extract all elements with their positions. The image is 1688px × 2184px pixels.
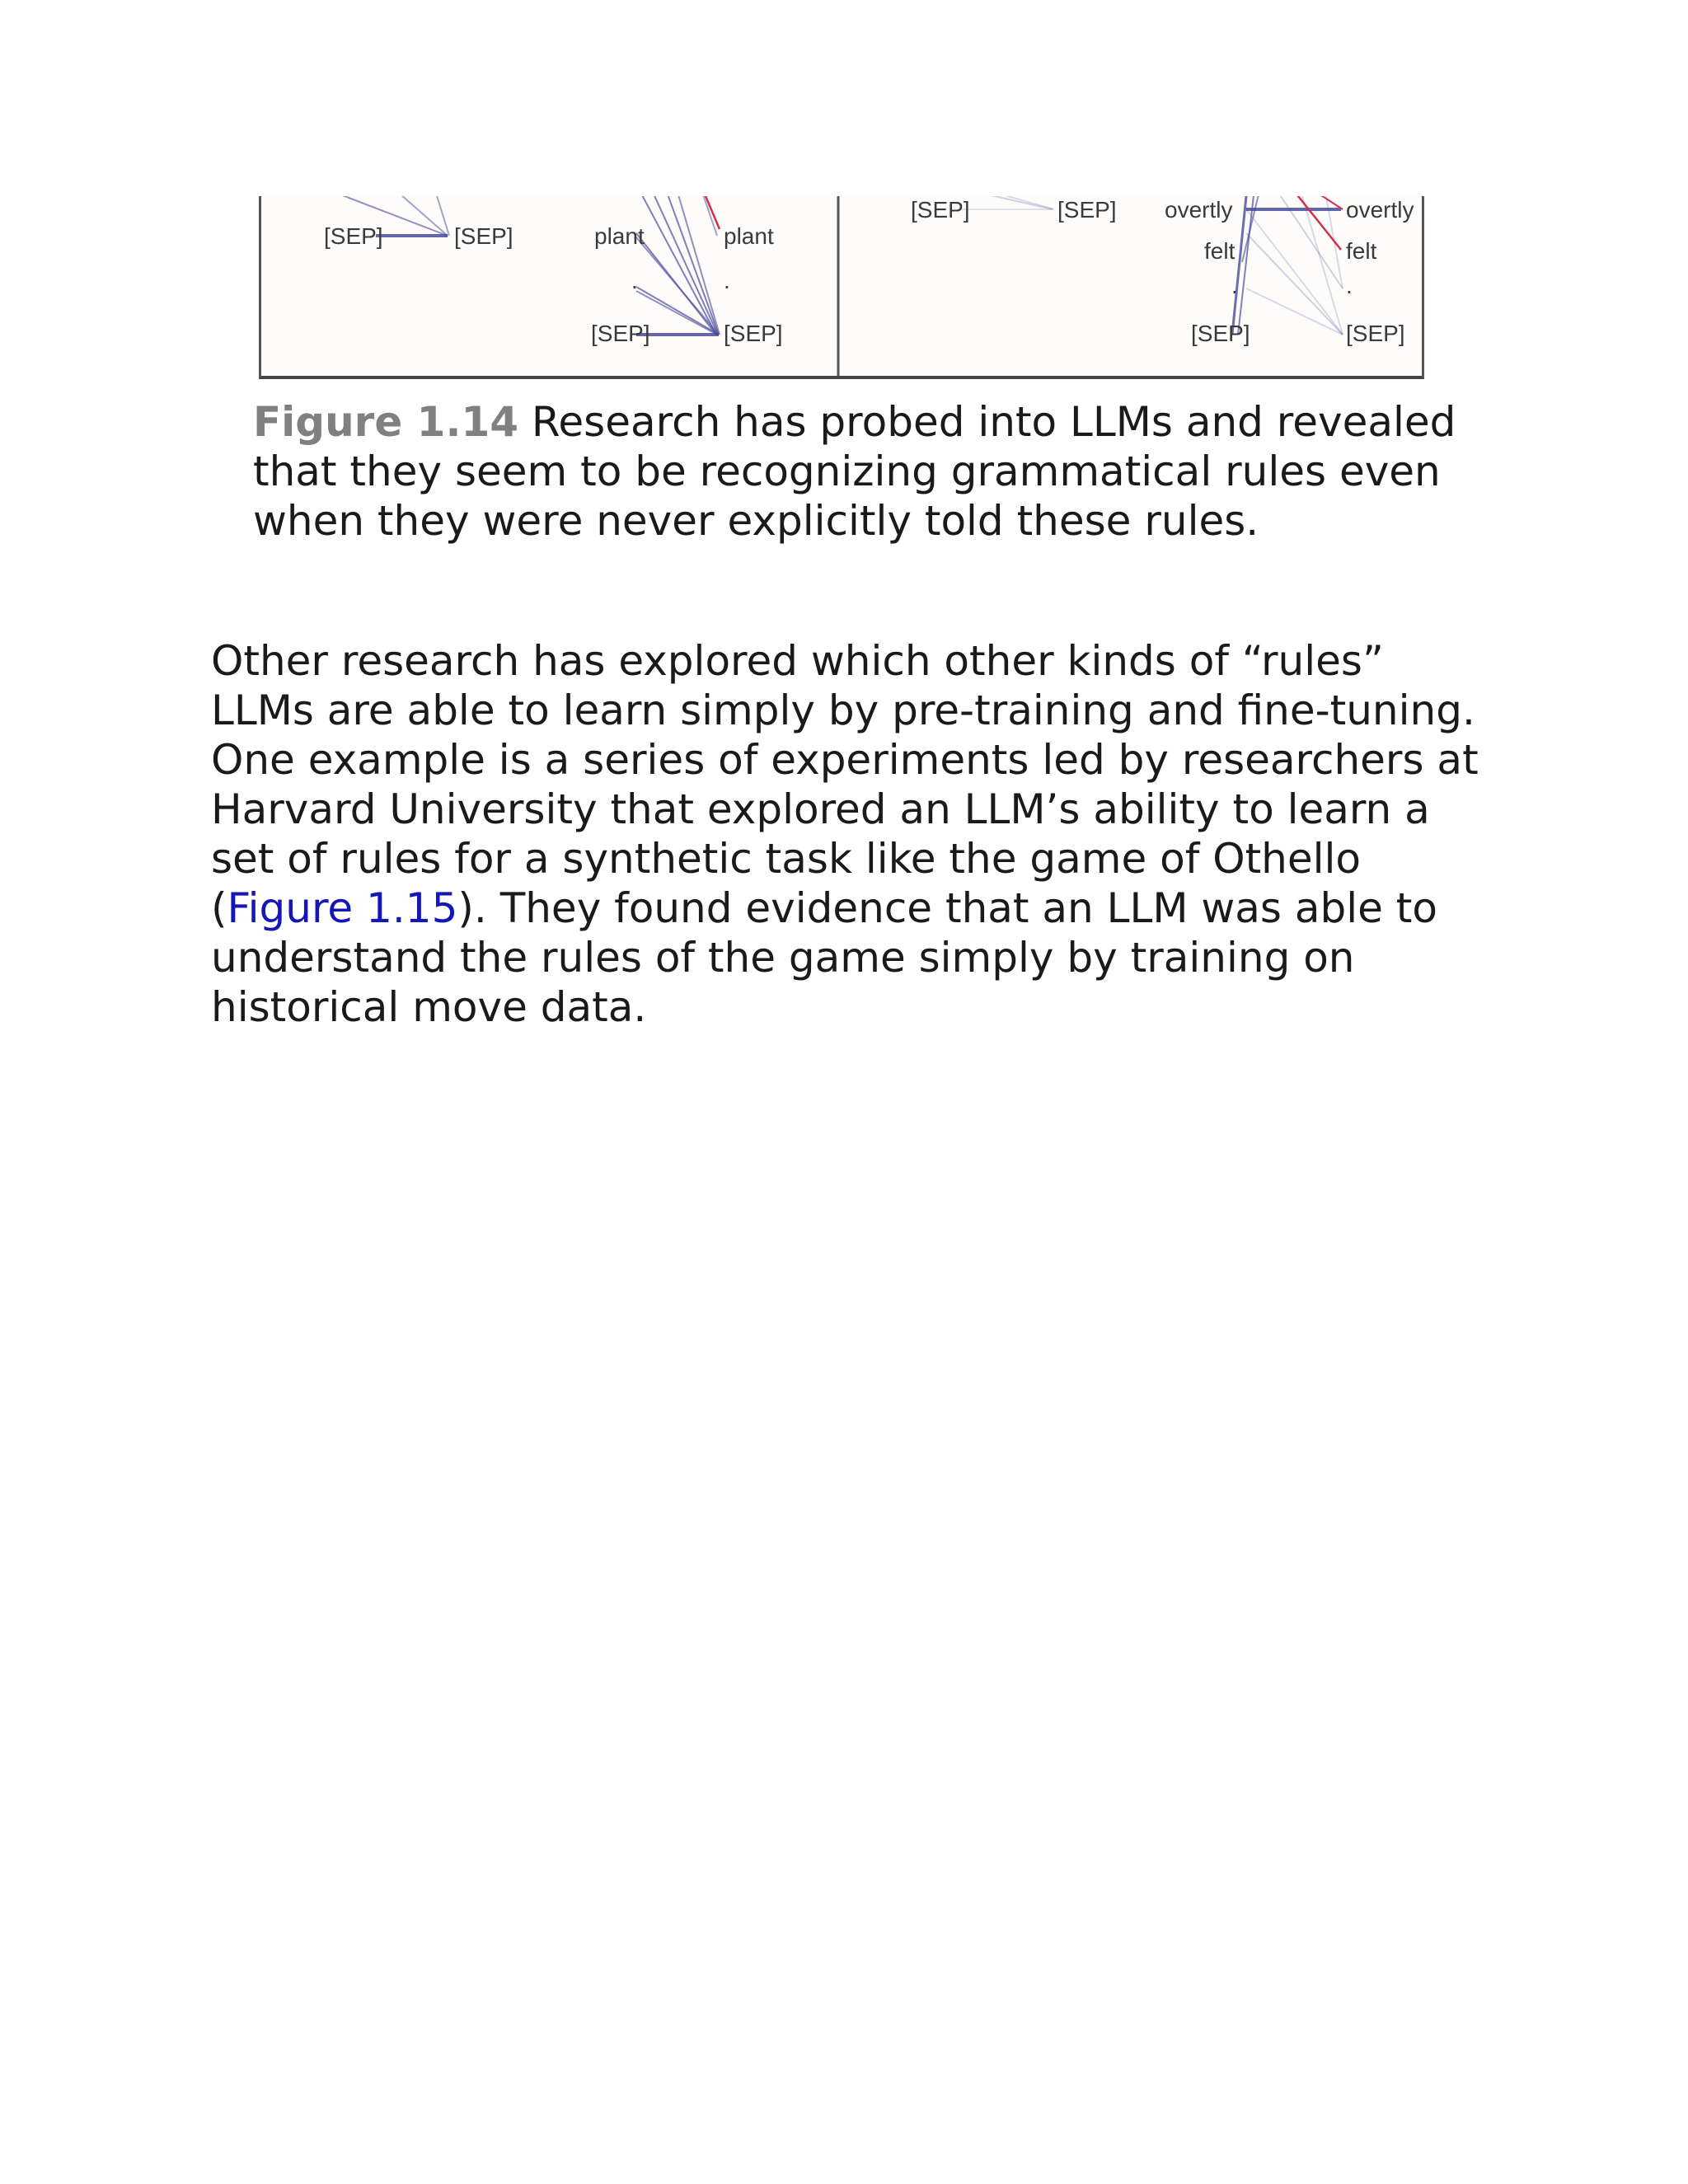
token-dot-left-2: .: [724, 268, 730, 293]
attention-lines-right-b: [1232, 196, 1343, 335]
token-sep-left-1: [SEP]: [324, 223, 383, 249]
body-paragraph-text-1: Other research has explored which other kinds of “rules” LLMs are able to learn simply by pre-training and fine-tuning. One example is a series of experiments led by researchers at Harvard University that explored an LLM’s ability to learn a set of rules for a synthetic task like the game of Othello (: [211, 637, 1479, 932]
token-dot-right-2: .: [1346, 273, 1353, 298]
figure-caption-label: Figure 1.14: [253, 398, 519, 446]
attention-lines-right-a: [959, 196, 1054, 209]
token-sep-right-1: [SEP]: [911, 197, 970, 223]
figure-caption-text: Research has probed into LLMs and revealed that they seem to be recognizing grammatical rules even when they were never explicitly told these rules.: [253, 398, 1456, 545]
figure-1-15-link[interactable]: Figure 1.15: [227, 884, 458, 932]
token-dot-right-1: .: [1231, 273, 1238, 298]
body-paragraph-text-2: ). They found evidence that an LLM was able to understand the rules of the game simply by training on historical move data.: [211, 884, 1437, 1031]
attention-figure-crop: [259, 196, 1424, 379]
attention-lines-left-b: [636, 196, 720, 335]
token-felt-right-1: felt: [1204, 238, 1236, 264]
token-sep-left-3: [SEP]: [591, 321, 650, 346]
token-dot-left-1: .: [631, 268, 638, 293]
attention-highlight-left: [704, 196, 720, 229]
token-plant-left-1: plant: [594, 223, 645, 249]
token-felt-right-2: felt: [1346, 238, 1377, 264]
token-sep-left-2: [SEP]: [454, 223, 513, 249]
figure-caption: [253, 397, 1456, 546]
attention-diagram: [261, 196, 1422, 376]
token-sep-right-4: [SEP]: [1346, 321, 1405, 346]
token-plant-left-2: plant: [724, 223, 774, 249]
token-sep-right-2: [SEP]: [1057, 197, 1117, 223]
token-sep-right-3: [SEP]: [1191, 321, 1250, 346]
token-sep-left-4: [SEP]: [724, 321, 783, 346]
body-paragraph: [211, 636, 1480, 1032]
token-overtly-right-2: overtly: [1346, 197, 1414, 223]
attention-highlight-right-2: [1310, 196, 1343, 209]
token-overtly-right-1: overtly: [1165, 197, 1233, 223]
